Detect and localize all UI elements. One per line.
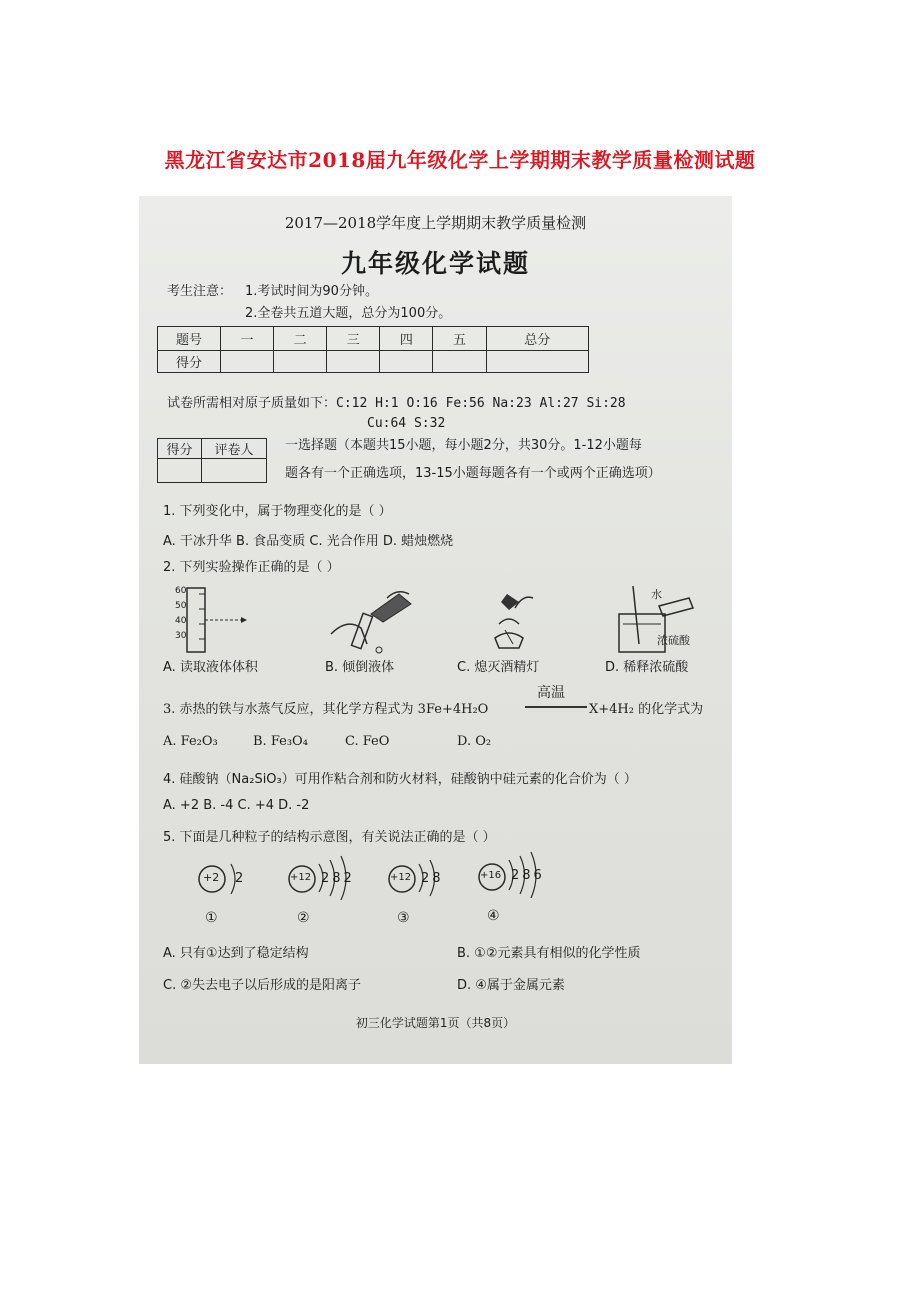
q3-stem-post: X+4H₂ 的化学式为 bbox=[589, 702, 704, 717]
q3-stem-pre: 3. 赤热的铁与水蒸气反应，其化学方程式为 3Fe+4H₂O bbox=[163, 702, 489, 717]
q3-condition: 高温 bbox=[537, 685, 565, 701]
score-cell: 三 bbox=[327, 327, 380, 351]
score-cell: 题号 bbox=[158, 327, 221, 351]
q2-stem: 2. 下列实验操作正确的是（ ） bbox=[163, 560, 340, 575]
score-empty-cell bbox=[274, 351, 327, 373]
score-table bbox=[157, 326, 589, 373]
score-empty-cell bbox=[221, 351, 274, 373]
particle-4-label: ④ bbox=[487, 908, 500, 924]
page-footer: 初三化学试题第1页（共8页） bbox=[355, 1016, 516, 1030]
document-title: 黑龙江省安达市2018届九年级化学上学期期末教学质量检测试题 bbox=[164, 148, 756, 172]
acid-label: 浓硫酸 bbox=[657, 634, 690, 647]
grader-empty-cell bbox=[158, 459, 202, 483]
score-table-score-row bbox=[158, 351, 589, 373]
q1-stem: 1. 下列变化中，属于物理变化的是（ ） bbox=[163, 504, 392, 519]
cylinder-tick-50: 50 bbox=[175, 601, 187, 611]
grader-empty-cell bbox=[201, 459, 266, 483]
exam-title: 九年级化学试题 bbox=[340, 249, 530, 278]
q5-option-c: C. ②失去电子以后形成的是阳离子 bbox=[163, 978, 361, 993]
section1-line-1: 一选择题（本题共15小题，每小题2分，共30分。1-12小题每 bbox=[285, 438, 642, 453]
q3-option-c: C. FeO bbox=[345, 734, 390, 749]
q2-option-b: B. 倾倒液体 bbox=[325, 660, 395, 675]
particle-2-electrons: 282 bbox=[321, 871, 355, 886]
alcohol-lamp-figure bbox=[479, 588, 549, 654]
atomic-mass-line-2: Cu:64 S:32 bbox=[367, 416, 446, 431]
q2-option-a: A. 读取液体体积 bbox=[163, 660, 258, 675]
score-cell: 得分 bbox=[158, 351, 221, 373]
q5-option-a: A. 只有①达到了稳定结构 bbox=[163, 946, 309, 961]
particle-1-electrons: 2 bbox=[235, 871, 244, 886]
score-cell: 总分 bbox=[486, 327, 588, 351]
particle-2-label: ② bbox=[297, 910, 310, 926]
q5-option-b: B. ①②元素具有相似的化学性质 bbox=[457, 946, 641, 961]
q5-stem: 5. 下面是几种粒子的结构示意图，有关说法正确的是（ ） bbox=[163, 830, 496, 845]
exam-header: 2017—2018学年度上学期期末教学质量检测 bbox=[284, 214, 587, 232]
grader-name-label: 评卷人 bbox=[201, 439, 266, 459]
particle-3-charge: +12 bbox=[390, 872, 412, 883]
score-empty-cell bbox=[380, 351, 433, 373]
score-cell: 一 bbox=[221, 327, 274, 351]
notice-line-1: 1.考试时间为90分钟。 bbox=[245, 284, 378, 299]
particle-3-label: ③ bbox=[397, 910, 410, 926]
particle-1-label: ① bbox=[205, 910, 218, 926]
score-cell: 四 bbox=[380, 327, 433, 351]
q3-option-b: B. Fe₃O₄ bbox=[253, 734, 308, 749]
particle-3-electrons: 28 bbox=[421, 871, 444, 886]
particle-1-charge: +2 bbox=[203, 871, 220, 884]
cylinder-tick-30: 30 bbox=[175, 631, 187, 641]
score-table-header-row bbox=[158, 327, 589, 351]
particle-4-electrons: 286 bbox=[511, 868, 545, 883]
q3-option-a: A. Fe₂O₃ bbox=[163, 734, 218, 749]
grader-score-label: 得分 bbox=[158, 439, 202, 459]
score-empty-cell bbox=[327, 351, 380, 373]
q2-option-c: C. 熄灭酒精灯 bbox=[457, 660, 540, 675]
score-empty-cell bbox=[433, 351, 486, 373]
q4-stem: 4. 硅酸钠（Na₂SiO₃）可用作粘合剂和防火材料，硅酸钠中硅元素的化合价为（ ） bbox=[163, 772, 637, 787]
pouring-liquid-figure bbox=[327, 584, 427, 656]
exam-photo bbox=[139, 196, 732, 1064]
notice-label: 考生注意： bbox=[167, 284, 233, 299]
notice-line-2: 2.全卷共五道大题，总分为100分。 bbox=[245, 306, 452, 321]
q1-options: A. 干冰升华 B. 食品变质 C. 光合作用 D. 蜡烛燃烧 bbox=[163, 534, 454, 549]
q4-options: A. +2 B. -4 C. +4 D. -2 bbox=[163, 798, 310, 813]
particle-4-charge: +16 bbox=[480, 870, 502, 881]
q3-option-d: D. O₂ bbox=[457, 734, 492, 749]
q3-equation-arrow bbox=[525, 706, 587, 708]
score-cell: 二 bbox=[274, 327, 327, 351]
grader-box bbox=[157, 438, 267, 483]
cylinder-tick-40: 40 bbox=[175, 616, 187, 626]
q2-option-d: D. 稀释浓硫酸 bbox=[605, 660, 689, 675]
score-cell: 五 bbox=[433, 327, 486, 351]
cylinder-tick-60: 60 bbox=[175, 586, 187, 596]
water-label: 水 bbox=[651, 588, 662, 601]
q5-option-d: D. ④属于金属元素 bbox=[457, 978, 565, 993]
atomic-mass-line-1: 试卷所需相对原子质量如下：C:12 H:1 O:16 Fe:56 Na:23 Al:27 Si:28 bbox=[167, 396, 626, 411]
particle-2-charge: +12 bbox=[290, 872, 312, 883]
section1-line-2: 题各有一个正确选项，13-15小题每题各有一个或两个正确选项） bbox=[285, 466, 661, 481]
score-empty-cell bbox=[486, 351, 588, 373]
